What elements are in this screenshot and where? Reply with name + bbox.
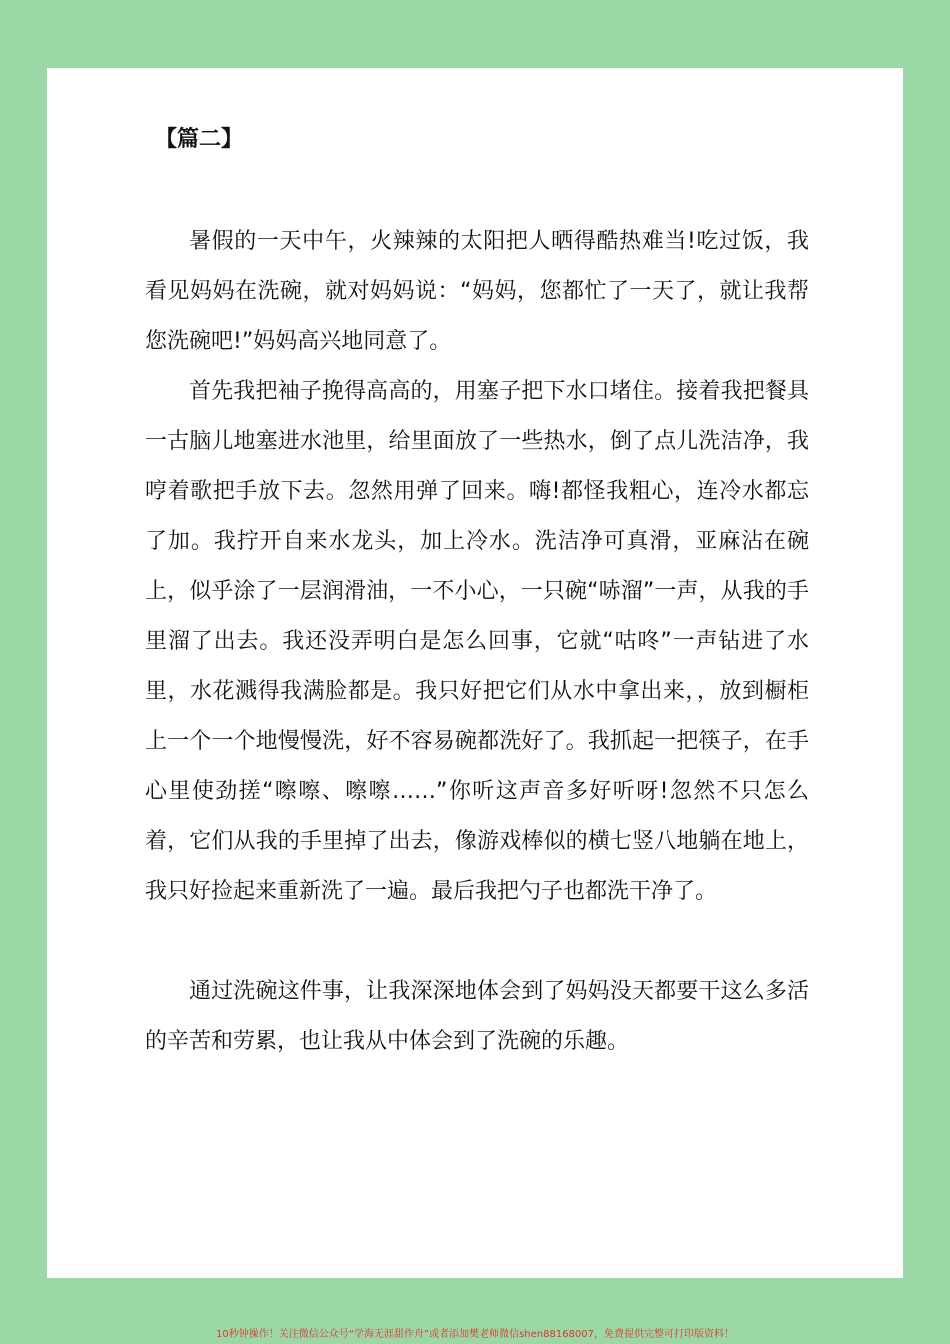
paragraph-2: 首先我把袖子挽得高高的，用塞子把下水口堵住。接着我把餐具一古脑儿地塞进水池里，给里面放了一些热水，倒了点儿洗洁净，我哼着歌把手放下去。忽然用弹了回来。嗨!都怪我粗心，连冷水都忘了加。我拧开自来水龙头，加上冷水。洗洁净可真滑，亚麻沾在碗上，似乎涂了一层润滑油，一不小心，一只碗“哧溜”一声，从我的手里溜了出去。我还没弄明白是怎么回事，它就“咕咚”一声钻进了水里，水花溅得我满脸都是。我只好把它们从水中拿出来，，放到橱柜上一个一个地慢慢洗，好不容易碗都洗好了。我抓起一把筷子，在手心里使劲搓“嚓嚓、嚓嚓……”你听这声音多好听呀!忽然不只怎么着，它们从我的手里掉了出去，像游戏棒似的横七竖八地躺在地上，我只好捡起来重新洗了一遍。最后我把勺子也都洗干净了。 xyxy=(145,379,809,904)
paragraph-1: 暑假的一天中午，火辣辣的太阳把人晒得酷热难当!吃过饭，我看见妈妈在洗碗，就对妈妈说：“妈妈，您都忙了一天了，就让我帮您洗碗吧!”妈妈高兴地同意了。 xyxy=(145,229,809,354)
document-page xyxy=(47,68,903,1278)
section-title: 【篇二】 xyxy=(155,127,244,152)
paragraph-3: 通过洗碗这件事，让我深深地体会到了妈妈没天都要干这么多活的辛苦和劳累，也让我从中体会到了洗碗的乐趣。 xyxy=(145,979,809,1054)
footer-note: 10秒钟操作！关注微信公众号“学海无涯甜作舟”或者添加樊老师微信shen88168007，免费提供完整可打印版资料！ xyxy=(215,1329,735,1340)
